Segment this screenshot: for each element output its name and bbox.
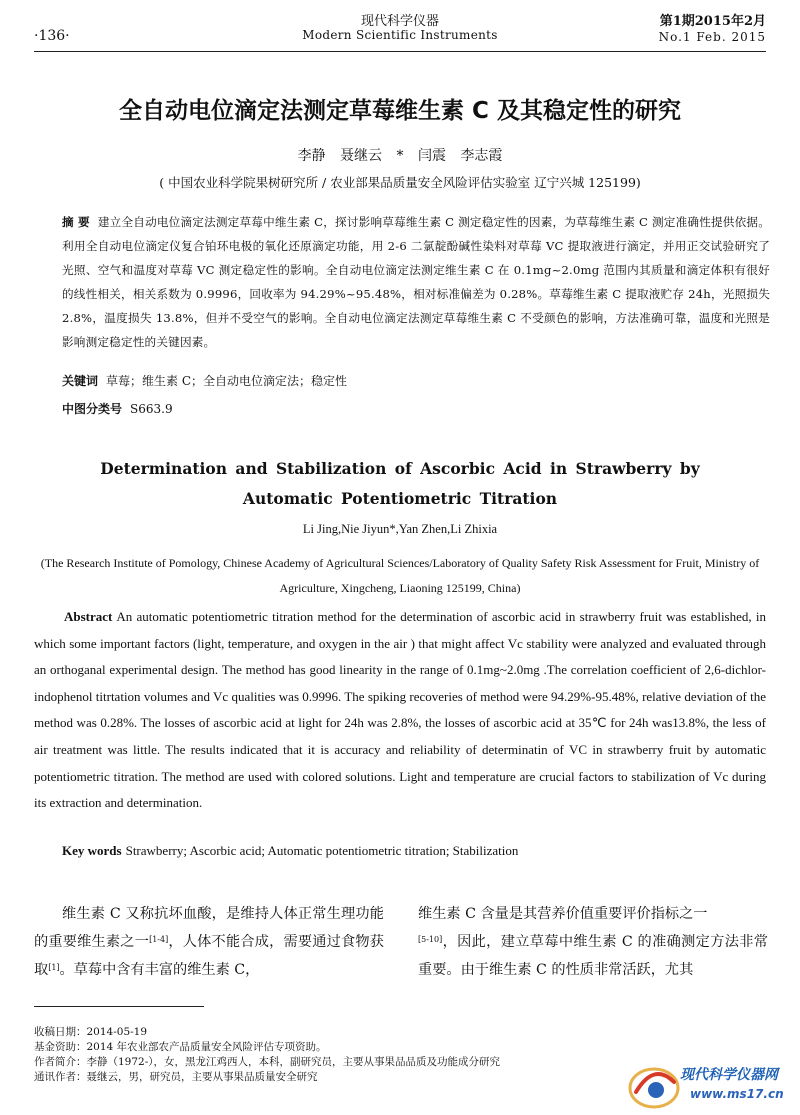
abstract-en-label: Abstract [64,609,113,624]
affiliation-en: (The Research Institute of Pomology, Chinese Academy of Agricultural Sciences/Laboratory of Quality Safety Risk Assessment for Fruit, Ministry of Agriculture, Xingcheng, Liaoning 125199, China) [40,556,760,595]
citation: [5-10] [418,935,443,944]
header-rule [34,51,766,52]
journal-name-en: Modern Scientific Instruments [302,28,498,42]
watermark-url: www.ms17.cn [690,1087,784,1101]
body-text: ，人体不能合成，需要通过食物获取 [34,934,384,978]
watermark-name: 现代科学仪器网 [680,1067,778,1083]
body-column-left [34,900,384,984]
abstract-en [34,604,766,817]
footnotes [34,1025,594,1085]
footnote-author: 作者简介：李静（1972-），女，黑龙江鸡西人，本科，副研究员，主要从事果品品质及功能成分研究 [34,1056,501,1068]
authors-cn: 李静 聂继云 * 闫震 李志霞 [297,148,503,164]
footnote-rule [34,1006,204,1007]
keywords-cn [62,372,770,389]
abstract-en-text: An automatic potentiometric titration method for the determination of ascorbic acid in strawberry fruit was established, in which some important factors (light, temperature, and oxygen in the air ) that might affect Vc stability were analyzed and evaluated through an orthoganal experimental design. The method has good linearity in the range of 0.1mg~2.0mg .The correlation coefficient of 2,6-dichlor-indophenol titrtation volumes and Vc qualities was 0.9996. The spiking recoveries of method were 94.29%-95.48%, relative deviation of the method was 0.28%. The losses of ascorbic acid at light for 24h was 2.8%, the losses of ascorbic acid at 35℃ for 24h was13.8%, the less of air treatment was little. The results indicated that it is accuracy and reliability of determinatin of VC in strawberry fruit by automatic potentiometric titration. The method are used with colored solutions. Light and temperature are crucial factors to stabilization of Vc during its extraction and determination. [34,609,766,811]
abstract-cn [62,210,770,354]
issue-en: No.1 Feb. 2015 [658,30,766,44]
authors-en: Li Jing,Nie Jiyun*,Yan Zhen,Li Zhixia [302,522,498,536]
keywords-en-label: Key words [62,843,122,858]
body-column-right [418,900,768,984]
citation: [1] [48,963,60,972]
footnote-funding: 基金资助：2014 年农业部农产品质量安全风险评估专项资助。 [34,1041,327,1053]
journal-name-cn: 现代科学仪器 [360,14,439,29]
keywords-cn-label: 关键词 [62,374,99,388]
abstract-cn-text: 建立全自动电位滴定法测定草莓中维生素 C，探讨影响草莓维生素 C 测定稳定性的因素，为草莓维生素 C 测定准确性提供依据。利用全自动电位滴定仪复合铂环电极的氧化还原滴定功能，用 2-6 二氯靛酚碱性染料对草莓 VC 提取液进行滴定，并用正交试验研究了光照、空气和温度对草莓 VC 测定稳定性的影响。全自动电位滴定法测定维生素 C 在 0.1mg~2.0mg 范围内其质量和滴定体积有很好的线性相关，相关系数为 0.9996，回收率为 94.29%~95.48%，相对标准偏差为 0.28%。草莓维生素 C 提取液贮存 24h，光照损失 2.8%，温度损失 13.8%，但并不受空气的影响。全自动电位滴定法测定草莓维生素 C 不受颜色的影响，方法准确可靠，温度和光照是影响测定稳定性的关键因素。 [62,215,771,349]
citation: [1-4] [149,935,169,944]
body-text: 。草莓中含有丰富的维生素 C， [59,962,260,978]
page-number: ·136· [34,28,70,44]
issue-cn: 第1期2015年2月 [659,14,766,29]
classification-cn-label: 中图分类号 [62,402,123,416]
footnote-corresponding: 通讯作者：聂继云，男，研究员，主要从事果品质量安全研究 [34,1071,318,1083]
body-text: 维生素 C 又称抗坏血酸，是维持人体正常生理功能的重要维生素之一 [34,906,384,950]
keywords-cn-text: 草莓；维生素 C；全自动电位滴定法；稳定性 [106,374,348,388]
keywords-en-text: Strawberry; Ascorbic acid; Automatic potentiometric titration; Stabilization [125,843,519,858]
classification-cn-text: S663.9 [130,402,173,416]
paper-title-en: Determination and Stabilization of Ascorbic Acid in Strawberry by Automatic Potentiometric Titration [100,459,700,508]
body-text: 维生素 C 含量是其营养价值重要评价指标之一 [418,906,708,922]
body-text: ，因此，建立草莓中维生素 C 的准确测定方法非常重要。由于维生素 C 的性质非常活跃，尤其 [418,934,768,978]
footnote-received: 收稿日期：2014-05-19 [34,1026,148,1038]
abstract-cn-label: 摘 要 [62,215,90,229]
paper-title-cn: 全自动电位滴定法测定草莓维生素 C 及其稳定性的研究 [119,98,681,124]
classification-cn [62,400,770,417]
affiliation-cn: ( 中国农业科学院果树研究所 / 农业部果品质量安全风险评估实验室 辽宁兴城 125199) [159,175,641,190]
keywords-en [62,843,762,859]
